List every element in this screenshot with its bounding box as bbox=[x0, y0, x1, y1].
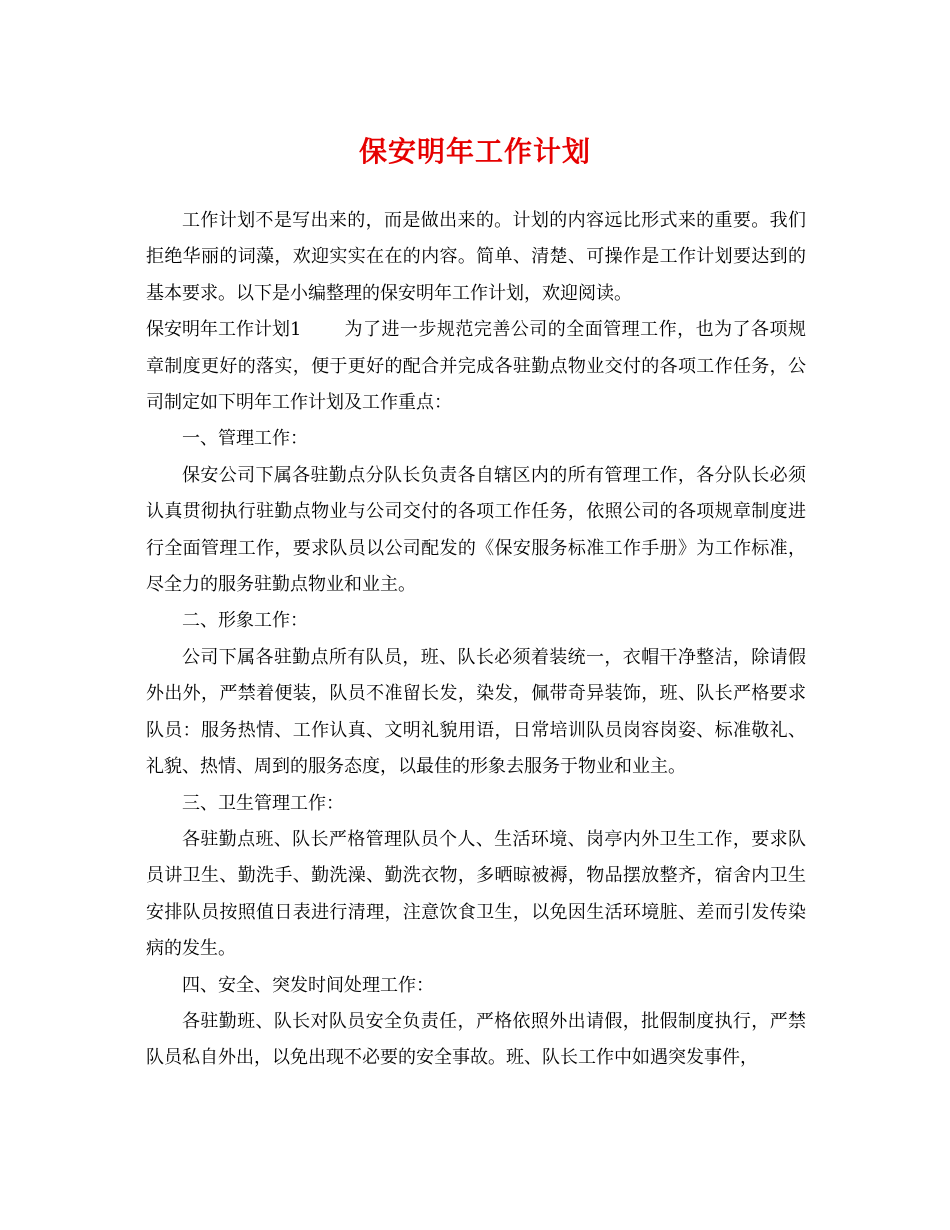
section-heading: 二、形象工作： bbox=[182, 610, 308, 632]
section-heading: 四、安全、突发时间处理工作： bbox=[182, 974, 434, 996]
document-title: 保安明年工作计划 bbox=[358, 135, 591, 168]
section-heading: 一、管理工作： bbox=[182, 428, 308, 450]
section-paragraph: 保安公司下属各驻勤点分队长负责各自辖区内的所有管理工作，各分队长必须认真贯彻执行驻勤点物业与公司交付的各项工作任务，依照公司的各项规章制度进行全面管理工作，要求队员以公司配发的《保安服务标准工作手册》为工作标准，尽全力的服务驻勤点物业和业主。 bbox=[146, 464, 806, 596]
section-paragraph: 公司下属各驻勤点所有队员，班、队长必须着装统一，衣帽干净整洁，除请假外出外，严禁着便装，队员不准留长发，染发，佩带奇异装饰，班、队长严格要求队员：服务热情、工作认真、文明礼貌用语，日常培训队员岗容岗姿、标准敬礼、礼貌、热情、周到的服务态度，以最佳的形象去服务于物业和业主。 bbox=[146, 646, 806, 778]
plan-label: 保安明年工作计划1 bbox=[146, 319, 302, 341]
intro-paragraph: 工作计划不是写出来的，而是做出来的。计划的内容远比形式来的重要。我们拒绝华丽的词藻，欢迎实实在在的内容。简单、清楚、可操作是工作计划要达到的基本要求。以下是小编整理的保安明年工作计划，欢迎阅读。 bbox=[146, 210, 806, 304]
plan-paragraph bbox=[146, 312, 806, 421]
section-heading: 三、卫生管理工作： bbox=[182, 792, 344, 814]
section-paragraph: 各驻勤点班、队长严格管理队员个人、生活环境、岗亭内外卫生工作，要求队员讲卫生、勤洗手、勤洗澡、勤洗衣物，多晒晾被褥，物品摆放整齐，宿舍内卫生安排队员按照值日表进行清理，注意饮食卫生，以免因生活环境脏、差而引发传染病的发生。 bbox=[146, 828, 806, 960]
plan-text: 为了进一步规范完善公司的全面管理工作，也为了各项规章制度更好的落实，便于更好的配合并完成各驻勤点物业交付的各项工作任务，公司制定如下明年工作计划及工作重点： bbox=[146, 319, 806, 414]
section-paragraph: 各驻勤班、队长对队员安全负责任，严格依照外出请假，批假制度执行，严禁队员私自外出，以免出现不必要的安全事故。班、队长工作中如遇突发事件， bbox=[146, 1010, 806, 1069]
document-body bbox=[146, 203, 806, 1077]
